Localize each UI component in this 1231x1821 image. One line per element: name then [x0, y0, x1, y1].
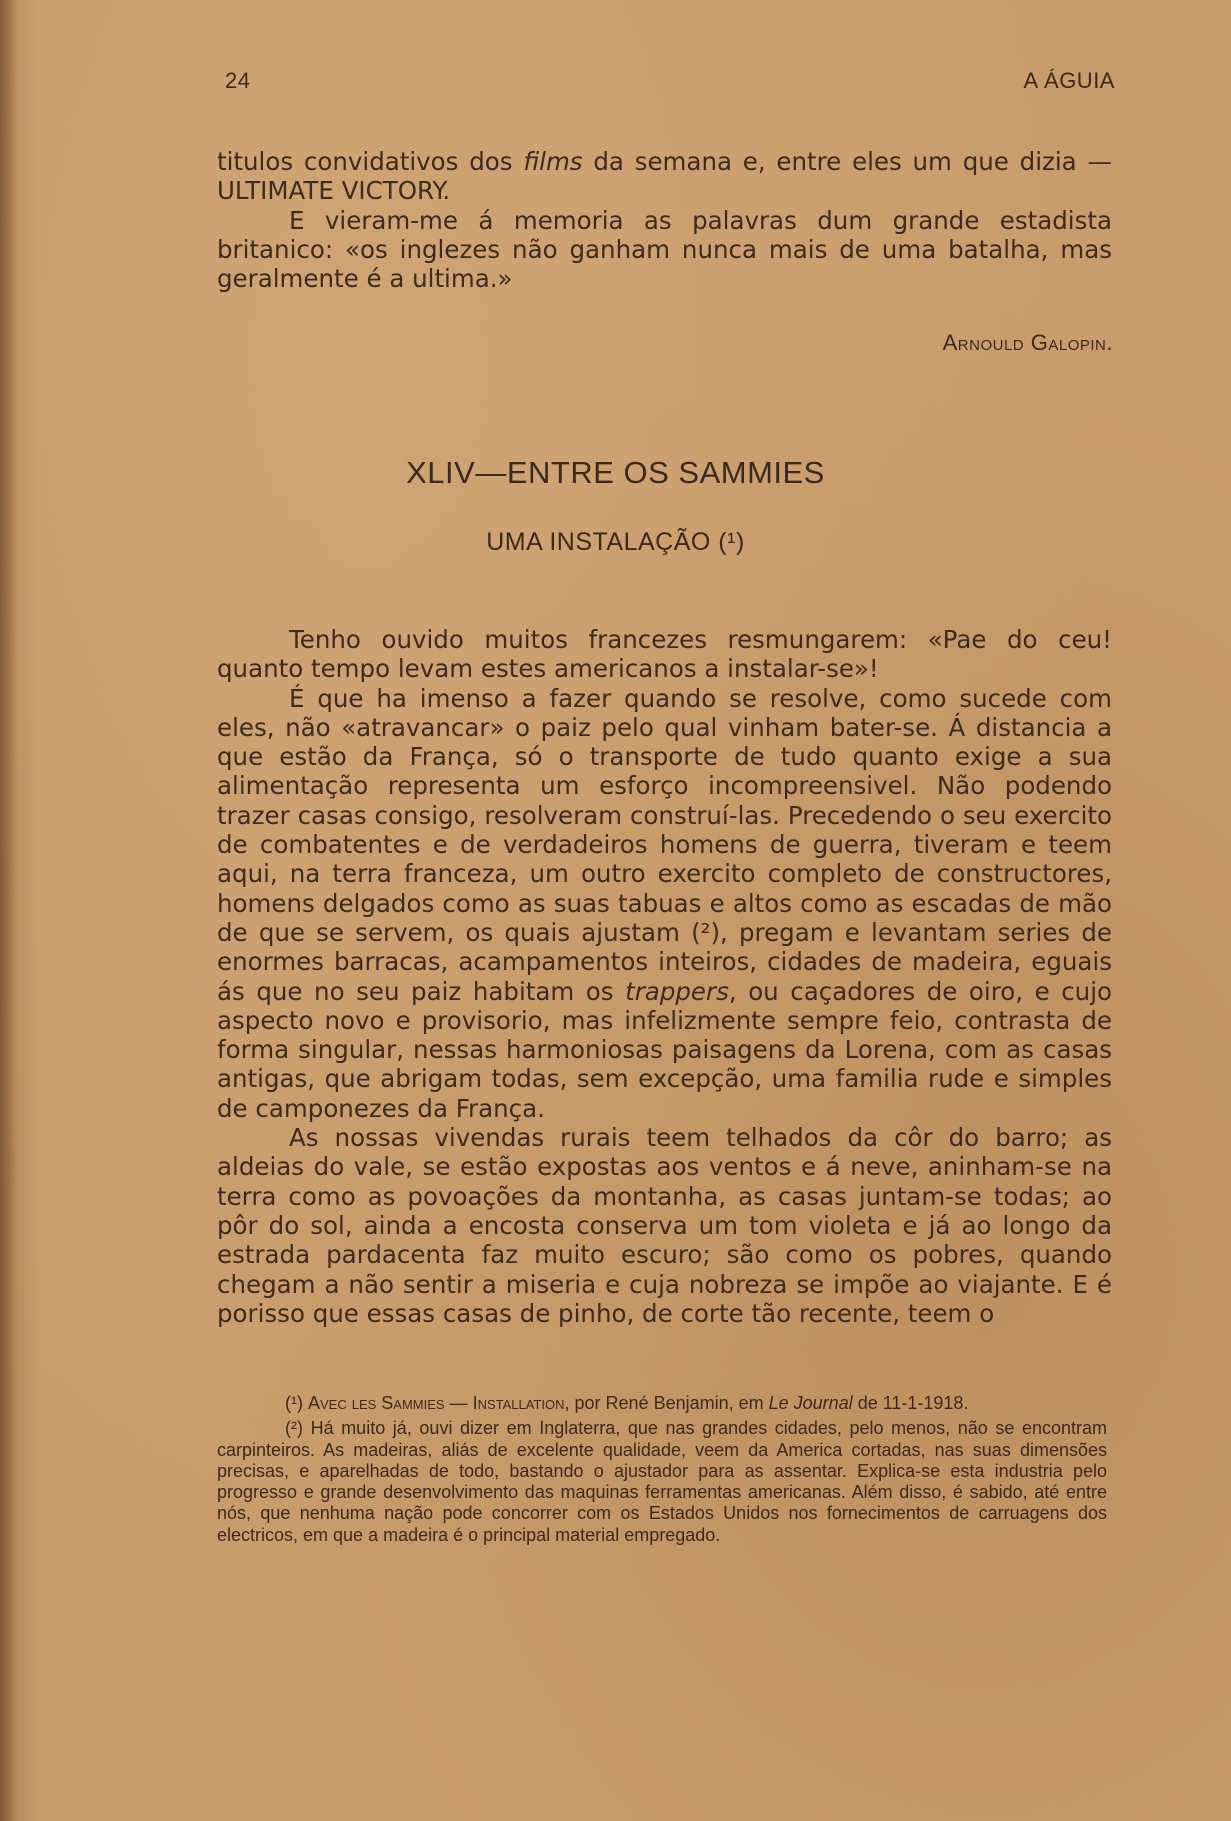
paragraph: E vieram-me á memoria as palavras dum grande estadista britanico: «os inglezes não ganham nunca mais de uma batalha, mas geralmente é a ultima.» — [217, 205, 1112, 294]
footnote — [217, 1393, 1107, 1414]
author-signature: Arnould Galopin. — [942, 330, 1113, 355]
paragraph — [217, 147, 1112, 206]
text-run: É que ha imenso a fazer quando se resolve, como sucede com eles, não «atravancar» o paiz pelo qual vinham bater-se. Á distancia a que estão da França, só o transporte de tudo quanto exige a sua alimentação representa um esforço incompreensivel. Não podendo trazer casas consigo, resolveram construí-las. Precedendo o seu exercito de combatentes e de verdadeiros homens de guerra, tiveram e teem aqui, na terra franceza, um outro exercito completo de constructores, homens delgados como as suas tabuas e altos como as escadas de mão de que se servem, os quais ajustam (²), pregam e levantam series de enormes barracas, acampamentos inteiros, cidades de madeira, eguais ás que no seu paiz habitam os — [217, 683, 1112, 1006]
footnote-marker: (¹) — [285, 1393, 308, 1413]
text-run: da semana e, entre eles um que dizia —ULTIMATE VICTORY. — [217, 147, 1112, 206]
top-text-block — [217, 147, 1112, 293]
footnotes — [217, 1393, 1107, 1550]
page-binding-shadow — [0, 0, 18, 1821]
body-text-block — [217, 625, 1112, 1328]
running-header — [225, 68, 1115, 98]
chapter-heading: XLIV—ENTRE OS SAMMIES — [406, 455, 825, 490]
page-number: 24 — [225, 68, 251, 93]
paragraph: As nossas vivendas rurais teem telhados da côr do barro; as aldeias do vale, se estão expostas aos ventos e á neve, aninham-se na terra como as povoações da montanha, as casas juntam-se todas; ao pôr do sol, ainda a encosta conserva um tom violeta e já ao longo da estrada pardacenta faz muito escuro; são como os pobres, quando chegam a não sentir a miseria e cuja nobreza se impõe ao viajante. E é porisso que essas casas de pinho, de corte tão recente, teem o — [217, 1123, 1112, 1328]
text-run: de 11-1-1918. — [852, 1393, 969, 1413]
footnote-source-title: Avec les Sammies — Installation, — [307, 1393, 570, 1413]
paragraph — [217, 684, 1112, 1123]
chapter-subheading: UMA INSTALAÇÃO (¹) — [486, 528, 745, 556]
journal-title: A ÁGUIA — [1023, 68, 1115, 93]
text-run: titulos convidativos dos — [217, 147, 524, 176]
paragraph: Tenho ouvido muitos francezes resmungarem: «Pae do ceu! quanto tempo levam estes americanos a instalar-se»! — [217, 625, 1112, 684]
text-run: por René Benjamin, em — [569, 1393, 769, 1413]
italic-word: trappers — [625, 976, 729, 1006]
italic-word: films — [523, 147, 583, 176]
text-run: , ou caçadores de oiro, e cujo aspecto novo e provisorio, mas infelizmente sempre feio, contrasta de forma singular, nessas harmoniosas paisagens da Lorena, com as casas antigas, que abrigam todas, sem excepção, uma familia rude e simples de camponezes da França. — [217, 976, 1113, 1123]
italic-word: Le Journal — [768, 1393, 853, 1413]
footnote: (²) Há muito já, ouvi dizer em Inglaterra, que nas grandes cidades, pelo menos, não se encontram carpinteiros. As madeiras, aliás de excelente qualidade, veem da America cortadas, nas suas dimensões precisas, e aparelhadas de todo, bastando o ajustador para as assentar. Explica-se esta industria pelo progresso e grande desenvolvimento das maquinas ferramentas americanas. Além disso, é sabido, até entre nós, que nenhuma nação pode concorrer com os Estados Unidos nos fornecimentos de carruagens dos electricos, em que a madeira é o principal material empregado. — [217, 1418, 1107, 1545]
